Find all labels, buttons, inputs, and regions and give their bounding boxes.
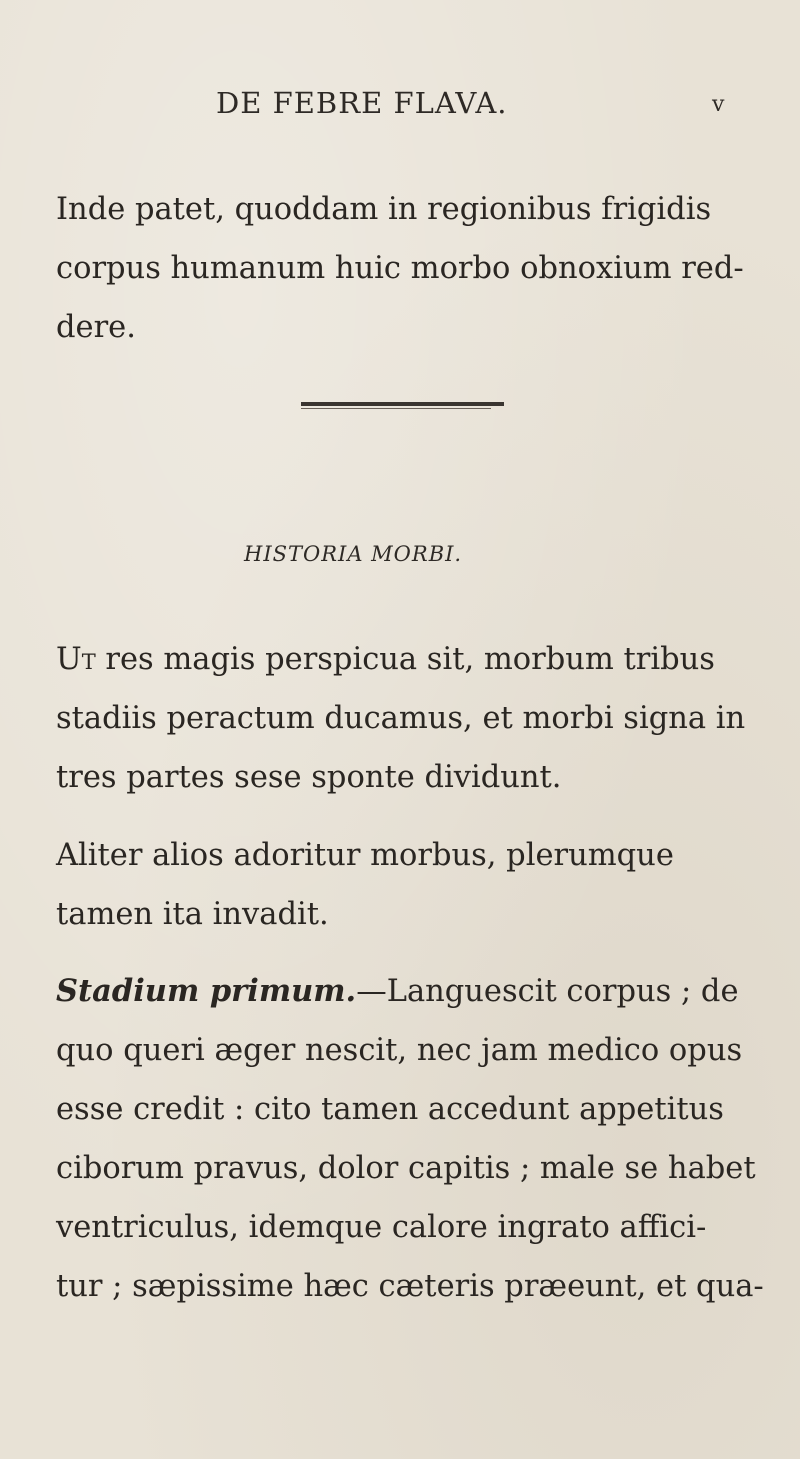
- paragraph-4-line-1: [56, 962, 746, 1021]
- paragraph-4-lead: Stadium primum.: [56, 973, 357, 1009]
- section-divider-rule-thin: [301, 408, 491, 409]
- paragraph-4-line-5: ventriculus, idemque calore ingrato affici-: [56, 1210, 707, 1245]
- paragraph-3-line-2: tamen ita invadit.: [56, 897, 329, 932]
- paragraph-2-line-2: stadiis peractum ducamus, et morbi signa in: [56, 701, 746, 736]
- paragraph-4-line-3: esse credit : cito tamen accedunt appetitus: [56, 1092, 724, 1127]
- paragraph-1-line-3: dere.: [56, 310, 136, 345]
- paragraph-4-line-1-text: —Languescit corpus ; de: [356, 974, 739, 1009]
- paragraph-3-line-1: Aliter alios adoritur morbus, plerumque: [56, 838, 674, 873]
- paragraph-2-lead: Ut: [56, 642, 96, 677]
- section-divider-rule: [301, 402, 504, 406]
- paragraph-1-line-1: Inde patet, quoddam in regionibus frigidis: [56, 192, 712, 227]
- paragraph-4-line-4: ciborum pravus, dolor capitis ; male se habet: [56, 1151, 756, 1186]
- page-number: v: [712, 92, 725, 117]
- section-title: HISTORIA MORBI.: [244, 542, 463, 566]
- paragraph-4: [56, 962, 764, 1316]
- paragraph-3: [56, 826, 746, 944]
- running-title: DE FEBRE FLAVA.: [216, 86, 508, 120]
- paragraph-4-line-2: quo queri æger nescit, nec jam medico opus: [56, 1033, 743, 1068]
- paragraph-2: [56, 630, 746, 807]
- paragraph-1: [56, 180, 746, 357]
- paragraph-1-line-2: corpus humanum huic morbo obnoxium red-: [56, 251, 744, 286]
- paragraph-2-line-1-text: res magis perspicua sit, morbum tribus: [95, 642, 715, 677]
- paragraph-4-line-6: tur ; sæpissime hæc cæteris præeunt, et qua-: [56, 1269, 764, 1304]
- paragraph-2-line-1: [56, 630, 746, 689]
- paragraph-2-line-3: tres partes sese sponte dividunt.: [56, 760, 562, 795]
